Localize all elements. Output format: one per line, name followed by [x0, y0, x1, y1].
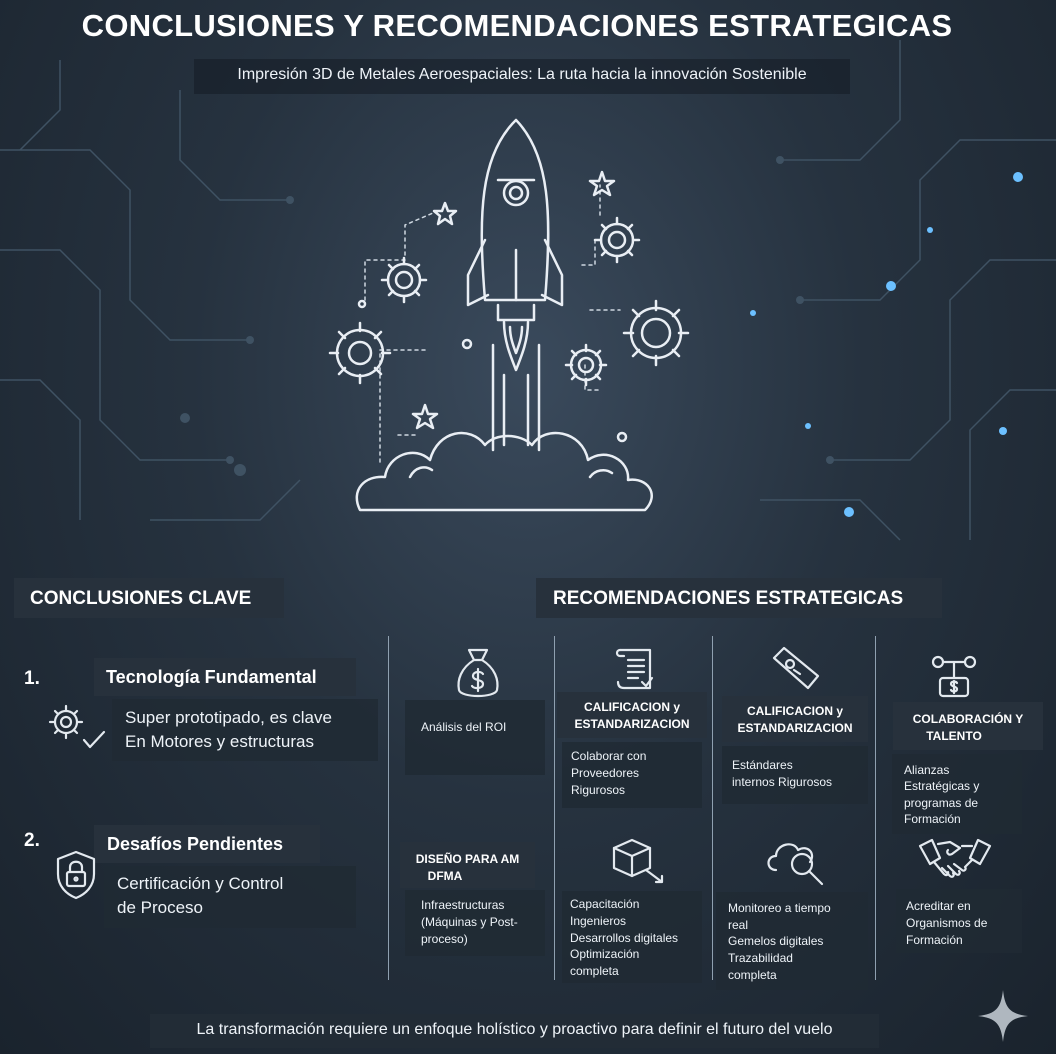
- monitoreo-text-3: Gemelos digitales: [728, 934, 824, 948]
- page-subtitle: Impresión 3D de Metales Aeroespaciales: La ruta hacia la innovación Sostenible: [237, 66, 807, 83]
- calificacion-title-2a: CALIFICACION y: [747, 704, 843, 718]
- calificacion-text-2b: internos Rigurosos: [732, 775, 833, 789]
- colaboracion-title-2: TALENTO: [926, 729, 982, 743]
- sparkle-icon: [976, 988, 1030, 1044]
- column-divider-4: [875, 636, 876, 980]
- network-money-icon: [930, 654, 978, 700]
- capacitacion-text-1: Capacitación: [570, 897, 640, 911]
- handshake-icon: [918, 836, 992, 884]
- conclusion-text-2b: de Proceso: [117, 898, 203, 917]
- dfma-title-2: DFMA: [427, 869, 463, 883]
- tag-flask-icon: [770, 644, 822, 692]
- conclusion-number-2: 2.: [24, 830, 40, 851]
- gear-check-icon: [46, 702, 108, 752]
- colaboracion-text-4: Formación: [904, 812, 961, 826]
- acreditar-text-2: Organismos de: [906, 916, 988, 930]
- column-divider-3: [712, 636, 713, 980]
- calificacion-text-1a: Colaborar con: [571, 749, 647, 763]
- calificacion-text-1c: Rigurosos: [571, 783, 626, 797]
- capacitacion-text-2: Ingenieros: [570, 914, 627, 928]
- document-scroll-icon: [612, 644, 660, 692]
- monitoreo-text-4: Trazabilidad: [728, 951, 793, 965]
- colaboracion-text-2: Estratégicas y: [904, 779, 980, 793]
- acreditar-text-1: Acreditar en: [906, 899, 971, 913]
- colaboracion-title-1: COLABORACIÓN Y: [912, 712, 1024, 726]
- column-divider-2: [554, 636, 555, 980]
- conclusion-text-1a: Super prototipado, es clave: [125, 708, 332, 727]
- dfma-text-2: (Máquinas y Post-: [421, 915, 518, 929]
- conclusion-title-2: Desafíos Pendientes: [107, 834, 284, 854]
- calificacion-text-1b: Proveedores: [571, 766, 640, 780]
- dfma-text-3: proceso): [421, 932, 468, 946]
- conclusion-number-1: 1.: [24, 668, 40, 689]
- calificacion-title-1a: CALIFICACION y: [584, 700, 680, 714]
- conclusion-text-2a: Certificación y Control: [117, 874, 284, 893]
- colaboracion-text-1: Alianzas: [904, 763, 950, 777]
- calificacion-title-1b: ESTANDARIZACION: [574, 717, 690, 731]
- acreditar-text-3: Formación: [906, 933, 963, 947]
- colaboracion-text-3: programas de: [904, 796, 979, 810]
- rocket-launch-illustration: [320, 115, 710, 525]
- shield-lock-icon: [54, 850, 98, 900]
- capacitacion-text-3: Desarrollos digitales: [570, 931, 679, 945]
- roi-panel: [405, 700, 545, 775]
- monitoreo-text-1: Monitoreo a tiempo: [728, 901, 831, 915]
- dfma-text-1: Infraestructuras: [421, 898, 505, 912]
- recommendations-heading: RECOMENDACIONES ESTRATEGICAS: [553, 588, 904, 609]
- footer-text: La transformación requiere un enfoque holístico y proactivo para definir el futuro del vuelo: [196, 1021, 833, 1038]
- money-bag-icon: [455, 646, 501, 702]
- monitoreo-text-2: real: [728, 918, 749, 932]
- cloud-search-icon: [764, 834, 828, 886]
- conclusions-heading: CONCLUSIONES CLAVE: [30, 588, 252, 609]
- calificacion-text-2a: Estándares: [732, 758, 793, 772]
- capacitacion-text-5: completa: [570, 964, 619, 978]
- conclusion-title-1: Tecnología Fundamental: [106, 667, 317, 687]
- page-title: CONCLUSIONES Y RECOMENDACIONES ESTRATEGICAS: [81, 8, 953, 43]
- dfma-title-1: DISEÑO PARA AM: [415, 852, 520, 866]
- conclusion-text-1b: En Motores y estructuras: [125, 732, 314, 751]
- monitoreo-text-5: completa: [728, 968, 777, 982]
- cube-arrow-icon: [610, 836, 668, 886]
- roi-text: Análisis del ROI: [421, 720, 507, 734]
- column-divider-1: [388, 636, 389, 980]
- capacitacion-text-4: Optimización: [570, 947, 640, 961]
- calificacion-title-2b: ESTANDARIZACION: [737, 721, 853, 735]
